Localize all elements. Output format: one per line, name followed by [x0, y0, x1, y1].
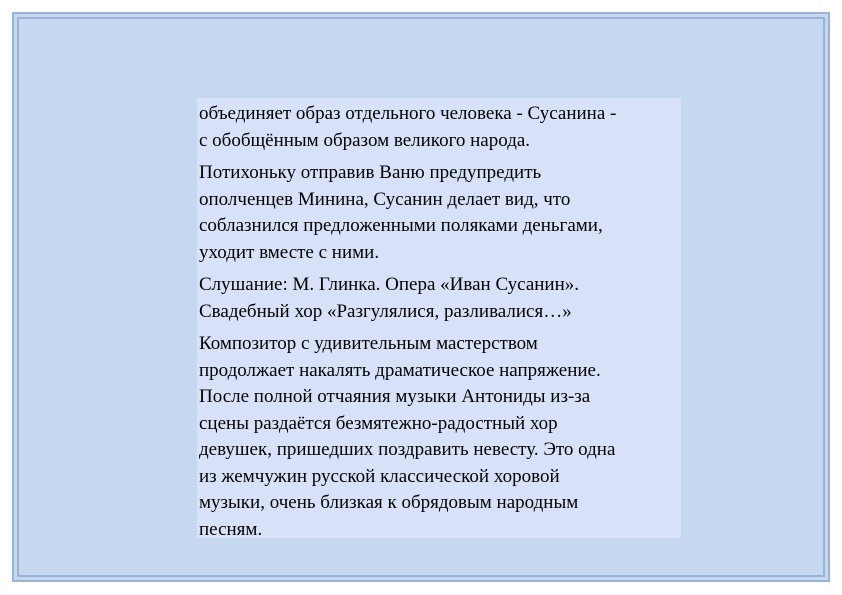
- paragraph-vanya: [199, 160, 678, 266]
- text-line: сцены раздаётся безмятежно-радостный хор: [199, 412, 558, 434]
- slide-background: [12, 12, 830, 582]
- text-line: с обобщённым образом великого народа.: [199, 129, 531, 151]
- text-line: Композитор с удивительным мастерством: [199, 333, 538, 354]
- text-box: [197, 98, 681, 538]
- text-line: Слушание: М. Глинка. Опера «Иван Сусанин».: [199, 274, 580, 295]
- text-line: ополченцев Минина, Сусанин делает вид, что: [199, 188, 571, 210]
- text-line: музыки, очень близкая к обрядовым народным: [199, 492, 579, 513]
- text-line: из жемчужин русской классической хоровой: [199, 465, 560, 487]
- text-line: уходит вместе с ними.: [199, 241, 380, 263]
- paragraph-susanin-image: [199, 101, 678, 154]
- text-line: продолжает накалять драматическое напряжение.: [199, 359, 601, 381]
- text-line: песням.: [199, 518, 263, 540]
- text-line: девушек, пришедших поздравить невесту. Это одна: [199, 439, 616, 460]
- text-line: Потихоньку отправив Ваню предупредить: [199, 162, 542, 183]
- paragraph-composer: [199, 331, 678, 543]
- text-line: Свадебный хор «Разгулялися, разливалися…»: [199, 300, 572, 322]
- paragraph-listening: [199, 272, 678, 325]
- text-line: соблазнился предложенными поляками деньгами,: [199, 215, 603, 236]
- text-line: После полной отчаяния музыки Антониды из-за: [199, 386, 591, 407]
- text-line: объединяет образ отдельного человека - Сусанина -: [199, 103, 617, 124]
